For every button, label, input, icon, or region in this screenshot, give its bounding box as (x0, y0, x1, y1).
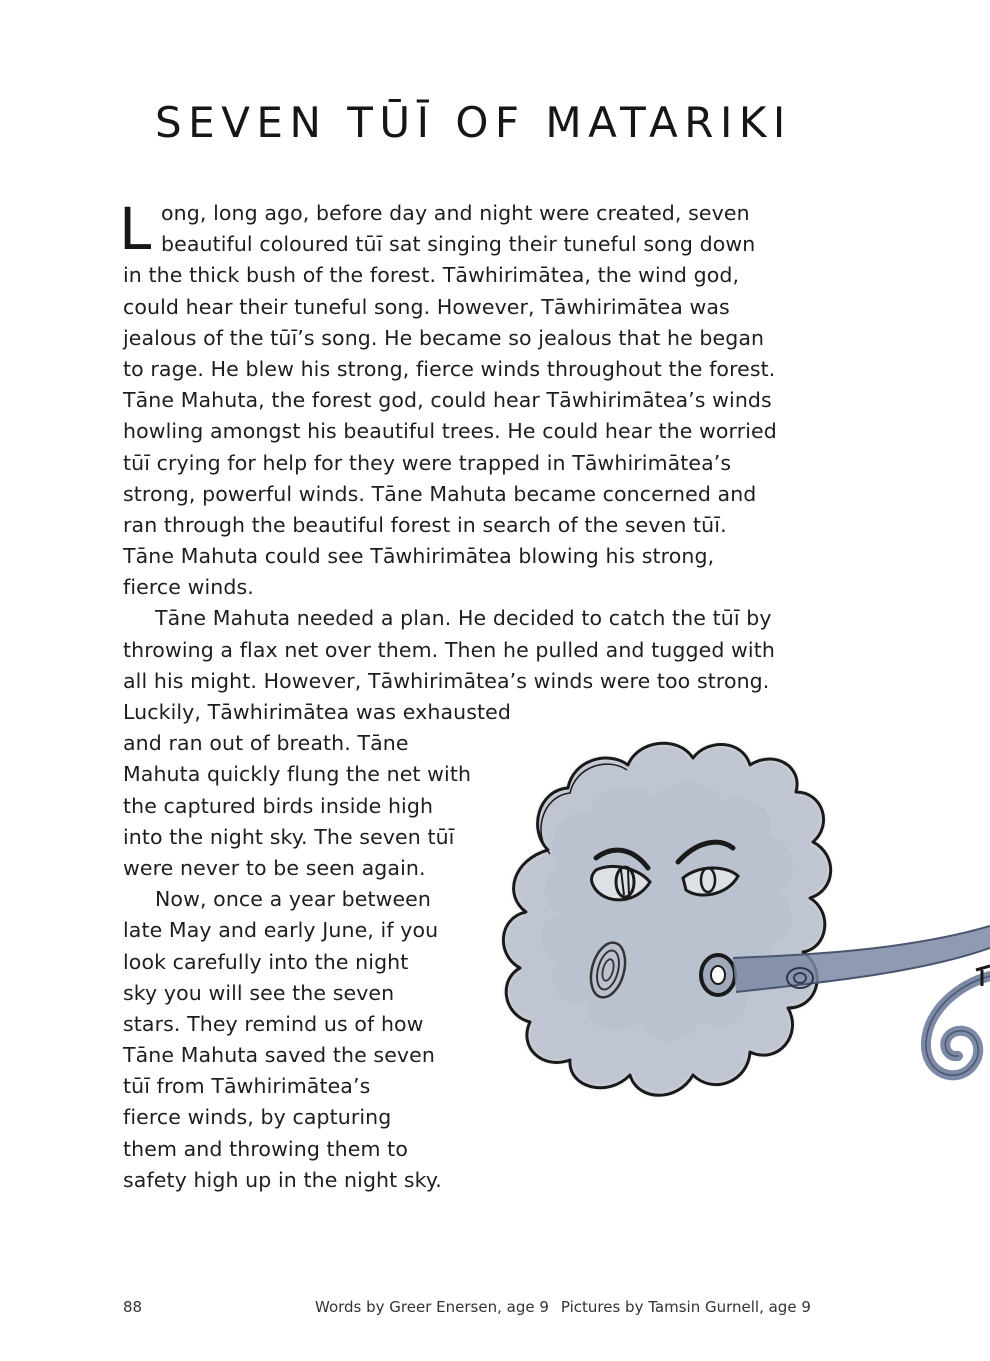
story-line: Mahuta quickly flung the net with (123, 762, 472, 787)
story-line: Tāne Mahuta saved the seven (123, 1043, 435, 1068)
story-line: fierce winds. (123, 575, 254, 600)
story-line: ong, long ago, before day and night were created, seven (161, 201, 750, 225)
words-credit: Words by Greer Enersen, age 9 (315, 1298, 549, 1316)
credits (315, 1298, 811, 1316)
story-line: throwing a flax net over them. Then he pulled and tugged with (123, 637, 775, 662)
story-line: could hear their tuneful song. However, Tāwhirimātea was (123, 294, 730, 319)
story-line: Now, once a year between (155, 887, 431, 912)
story-line: ran through the beautiful forest in search of the seven tūī. (123, 512, 727, 537)
story-line: in the thick bush of the forest. Tāwhirimātea, the wind god, (123, 263, 740, 288)
story-line: into the night sky. The seven tūī (123, 824, 455, 849)
story-line: them and throwing them to (123, 1136, 408, 1161)
story-line: Luckily, Tāwhirimātea was exhausted (123, 700, 511, 724)
wind-cloud-illustration (488, 730, 990, 1140)
story-line: the captured birds inside high (123, 793, 434, 818)
story-line: to rage. He blew his strong, fierce winds throughout the forest. (123, 356, 776, 381)
pictures-credit: Pictures by Tamsin Gurnell, age 9 (560, 1298, 811, 1316)
story-line: look carefully into the night (123, 949, 409, 974)
story-line: Tāne Mahuta, the forest god, could hear Tāwhirimātea’s winds (123, 388, 772, 413)
story-line: late May and early June, if you (123, 918, 439, 943)
story-line: safety high up in the night sky. (123, 1167, 442, 1192)
story-line: tūī from Tāwhirimātea’s (123, 1074, 371, 1099)
story-line: beautiful coloured tūī sat singing their tuneful song down (161, 232, 756, 257)
story-line: jealous of the tūī’s song. He became so jealous that he began (123, 325, 765, 350)
story-line: tūī crying for help for they were trapped in Tāwhirimātea’s (123, 450, 732, 475)
drop-cap: L (119, 195, 152, 263)
story-line: all his might. However, Tāwhirimātea’s winds were too strong. (123, 668, 770, 693)
story-line: stars. They remind us of how (123, 1011, 424, 1036)
story-line: Tāne Mahuta could see Tāwhirimātea blowing his strong, (123, 544, 715, 569)
story-line: were never to be seen again. (123, 855, 426, 880)
page-number: 88 (123, 1298, 143, 1316)
story-line: fierce winds, by capturing (123, 1105, 392, 1130)
story-line: and ran out of breath. Tāne (123, 731, 409, 756)
story-line: Tāne Mahuta needed a plan. He decided to catch the tūī by (155, 606, 772, 631)
story-line: strong, powerful winds. Tāne Mahuta became concerned and (123, 481, 757, 506)
story-line: sky you will see the seven (123, 980, 395, 1005)
page-title: SEVEN TŪĪ OF MATARIKI (155, 98, 792, 147)
story-line: howling amongst his beautiful trees. He could hear the worried (123, 419, 777, 444)
